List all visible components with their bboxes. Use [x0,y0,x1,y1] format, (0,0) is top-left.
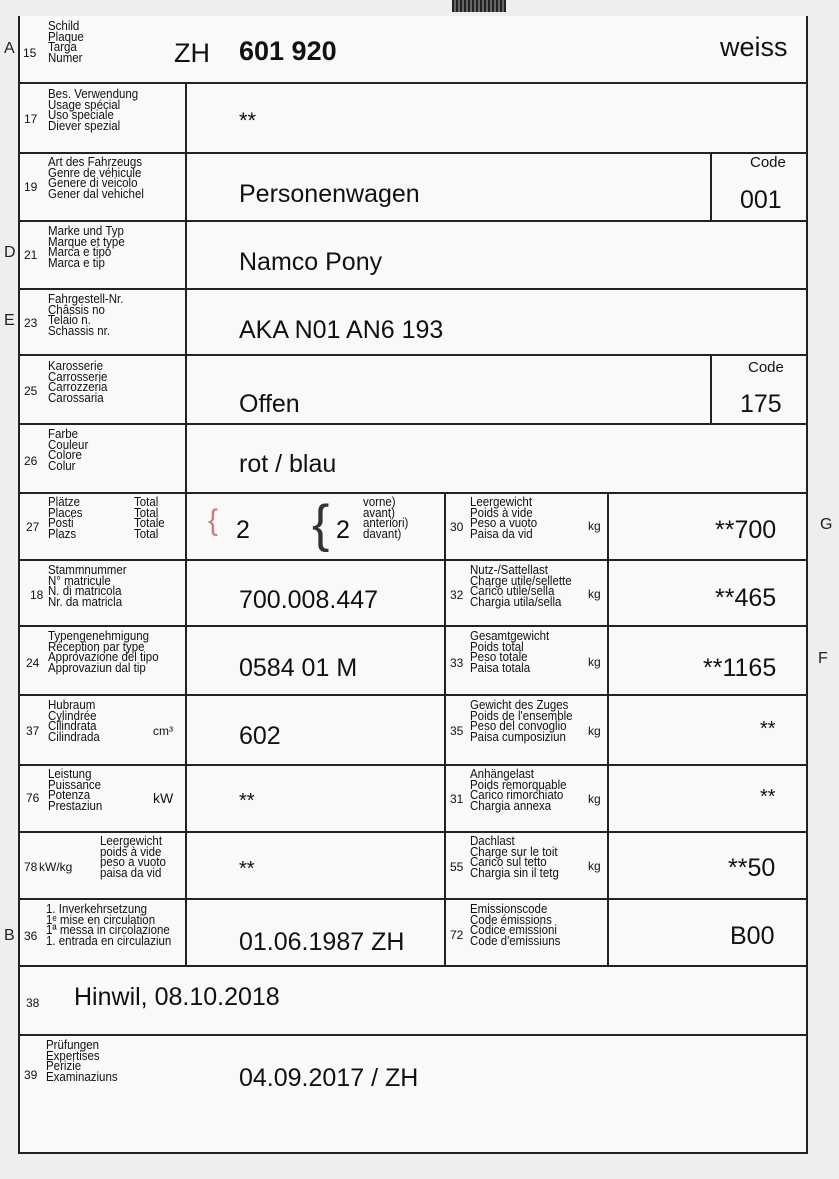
roof-load-labels: Dachlast Charge sur le toit Carico sul tetto Chargia sin il tetg [470,834,559,880]
inspection-labels: Prüfungen Expertises Perizie Examinaziuns [46,1038,118,1084]
plate-color: weiss [720,32,788,62]
make-value: Namco Pony [239,248,383,276]
power-num: 76 [26,791,40,805]
seats-labels: Plätze Places Posti Plazs [48,495,83,541]
total-weight-unit: kg [588,655,601,669]
power-ratio-value: ** [239,858,255,880]
issue-num: 38 [26,996,40,1010]
train-weight-value: ** [760,718,776,740]
margin-letter-d: D [4,244,16,261]
body-value: Offen [239,390,300,418]
vehicle-type-labels: Art des Fahrzeugs Genre de véhicule Genere di veicolo Gener dal vehichel [48,155,144,201]
usage-num: 17 [24,112,38,126]
margin-letter-b: B [4,927,15,944]
emission-num: 72 [450,928,464,942]
approval-value: 0584 01 M [239,654,358,682]
matricule-value: 700.008.447 [239,586,379,614]
chassis-labels: Fahrgestell-Nr. Châssis no Telaio n. Schassis nr. [48,292,124,338]
train-weight-labels: Gewicht des Zuges Poids de l'ensemble Peso del convoglio Paisa cumposiziun [470,698,573,744]
body-num: 25 [24,384,38,398]
vehicle-type-code-label: Code [750,154,786,171]
make-labels: Marke und Typ Marque et type Marca e tipo Marca e tip [48,224,125,270]
chassis-value: AKA N01 AN6 193 [239,316,444,344]
issue-value: Hinwil, 08.10.2018 [74,983,280,1011]
top-edge-mark [452,0,506,12]
power-value: ** [239,790,255,812]
payload-labels: Nutz-/Sattellast Charge utile/sellette Carico utile/sella Chargia utila/sella [470,563,572,609]
trailer-load-unit: kg [588,792,601,806]
plate-labels: Schild Plaque Targa Numer [48,19,84,65]
seats-front: 2 [336,516,350,544]
red-bleed-mark: { [208,504,219,537]
payload-unit: kg [588,587,601,601]
displacement-value: 602 [239,722,281,750]
empty-weight-labels: Leergewicht Poids à vide Peso a vuoto Paisa da vid [470,495,538,541]
margin-letter-a: A [4,40,15,57]
power-ratio-labels: Leergewicht poids à vide peso a vuoto paisa da vid [100,834,166,880]
vehicle-type-code: 001 [740,186,782,214]
first-registration-num: 36 [24,929,38,943]
inspection-value: 04.09.2017 / ZH [239,1064,419,1092]
total-weight-value: **1165 [703,654,777,682]
empty-weight-unit: kg [588,519,601,533]
emission-labels: Emissionscode Code émissions Codice emissioni Code d'emissiuns [470,902,561,948]
seats-front-labels: vorne) avant) anteriori) davant) [363,495,409,541]
body-labels: Karosserie Carrosserie Carrozzeria Carossaria [48,359,108,405]
vehicle-registration-document [18,16,808,1154]
total-weight-labels: Gesamtgewicht Poids total Peso totale Paisa totala [470,629,550,675]
margin-letter-f: F [818,650,828,667]
approval-num: 24 [26,656,40,670]
displacement-num: 37 [26,724,40,738]
trailer-load-value: ** [760,786,776,808]
make-num: 21 [24,248,38,262]
matricule-labels: Stammnummer N° matricule N. di matricola Nr. da matricla [48,563,127,609]
empty-weight-num: 30 [450,520,464,534]
roof-load-unit: kg [588,859,601,873]
power-unit: kW [153,790,174,806]
emission-value: B00 [730,922,775,950]
body-code: 175 [740,390,782,418]
power-labels: Leistung Puissance Potenza Prestaziun [48,767,103,813]
seats-total: 2 [236,516,250,544]
body-code-label: Code [748,359,784,376]
plate-canton: ZH [174,38,210,68]
trailer-load-labels: Anhängelast Poids remorquable Carico rimorchiato Chargia annexa [470,767,567,813]
seats-num: 27 [26,520,40,534]
first-registration-value: 01.06.1987 ZH [239,928,405,956]
train-weight-num: 35 [450,724,464,738]
payload-value: **465 [715,584,777,612]
usage-value: ** [239,108,257,133]
seats-total-labels: Total Total Totale Total [134,495,165,541]
plate-num: 15 [23,46,37,60]
empty-weight-value: **700 [715,516,777,544]
margin-letter-g: G [820,516,833,533]
power-ratio-unit: kW/kg [39,860,73,874]
seats-brace: { [312,495,330,553]
colour-labels: Farbe Couleur Colore Colur [48,427,89,473]
colour-num: 26 [24,454,38,468]
payload-num: 32 [450,588,464,602]
margin-letter-e: E [4,312,15,329]
inspection-num: 39 [24,1068,38,1082]
colour-value: rot / blau [239,450,337,478]
trailer-load-num: 31 [450,792,464,806]
matricule-num: 18 [30,588,44,602]
displacement-unit: cm³ [153,724,173,738]
chassis-num: 23 [24,316,38,330]
roof-load-value: **50 [728,854,776,882]
approval-labels: Typengenehmigung Réception par type Approvazione del tipo Approvaziun dal tip [48,629,159,675]
vehicle-type-value: Personenwagen [239,180,420,208]
train-weight-unit: kg [588,724,601,738]
power-ratio-num: 78 [24,860,38,874]
vehicle-type-num: 19 [24,180,38,194]
plate-number: 601 920 [239,36,337,66]
displacement-labels: Hubraum Cylindrée Cilindrata Cilindrada [48,698,100,744]
first-registration-labels: 1. Inverkehrsetzung 1ᵉ mise en circulation 1ª messa in circolazione 1. entrada en circulaziun [46,902,172,948]
usage-labels: Bes. Verwendung Usage spécial Uso speciale Diever spezial [48,87,139,133]
roof-load-num: 55 [450,860,464,874]
total-weight-num: 33 [450,656,464,670]
